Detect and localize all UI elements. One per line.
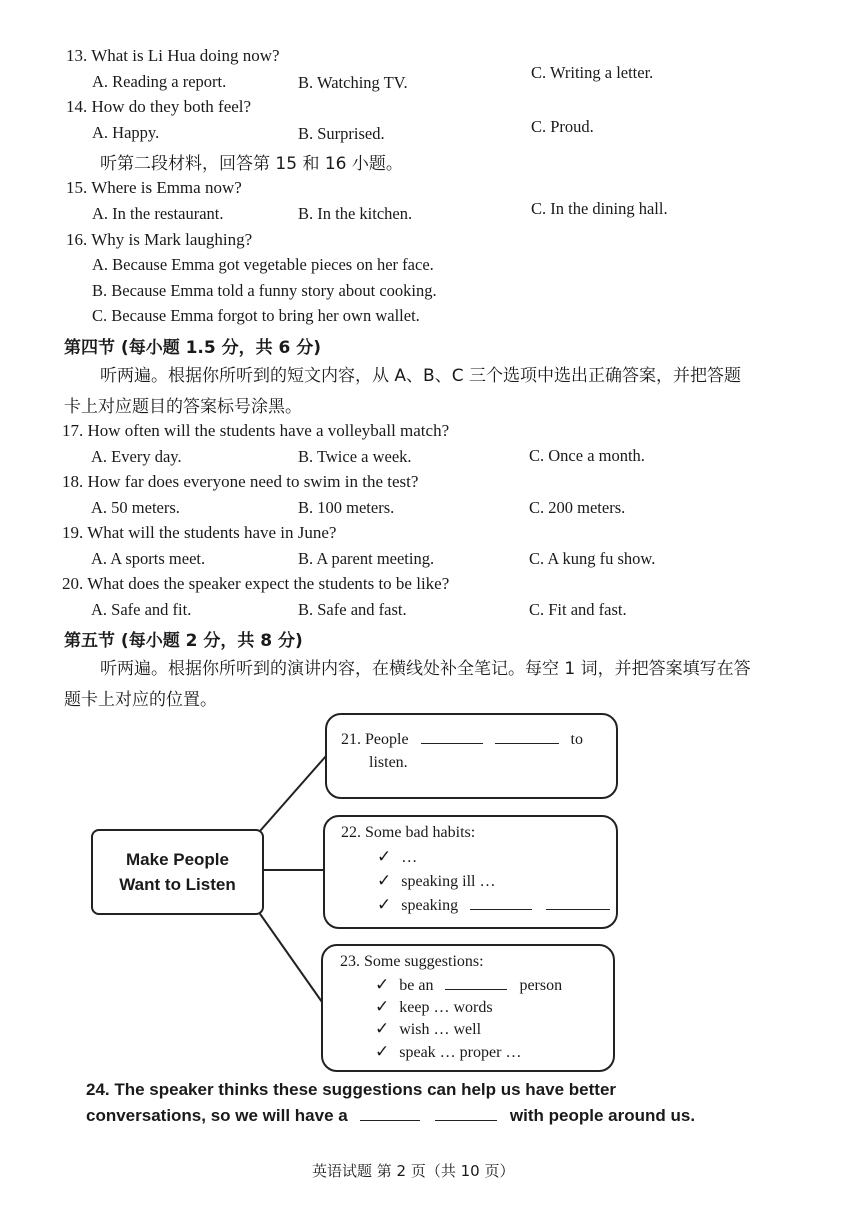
question-17-option-c: C. Once a month. xyxy=(529,446,645,465)
diagram-center-box xyxy=(91,829,264,915)
center-box-line2: Want to Listen xyxy=(119,875,236,894)
section-5-instruction-line1: 听两遍。根据你所听到的演讲内容，在横线处补全笔记。每空 1 词，并把答案填写在答 xyxy=(100,659,751,679)
diagram-box-22 xyxy=(323,815,618,929)
question-13-option-a: A. Reading a report. xyxy=(92,72,227,91)
section-5-title: 第五节 (每小题 2 分，共 8 分) xyxy=(64,631,303,651)
question-16-option-b: B. Because Emma told a funny story about cooking. xyxy=(92,281,437,300)
page-footer: 英语试题 第 2 页（共 10 页） xyxy=(312,1162,515,1180)
question-19-option-c: C. A kung fu show. xyxy=(529,549,656,568)
box-23-title: 23. Some suggestions: xyxy=(340,953,484,970)
blank-24a[interactable] xyxy=(360,1106,420,1121)
center-box-line1: Make People xyxy=(126,850,229,869)
box-23-item-1b: person xyxy=(519,977,563,994)
question-14-option-c: C. Proud. xyxy=(531,117,594,136)
question-18-option-b: B. 100 meters. xyxy=(298,498,395,517)
box-21-text-a: 21. People xyxy=(341,731,409,748)
diagram-box-21 xyxy=(325,713,618,799)
box-23-item-4: speak … proper … xyxy=(399,1044,522,1061)
question-17-option-b: B. Twice a week. xyxy=(298,447,412,466)
question-16-option-a: A. Because Emma got vegetable pieces on her face. xyxy=(92,255,434,274)
question-16-stem: 16. Why is Mark laughing? xyxy=(66,230,253,249)
question-18-stem: 18. How far does everyone need to swim in the test? xyxy=(62,472,419,491)
question-20-option-c: C. Fit and fast. xyxy=(529,600,627,619)
question-24-line2-b: with people around us. xyxy=(509,1106,696,1125)
section-5-instruction-line2: 题卡上对应的位置。 xyxy=(64,690,217,710)
blank-22b[interactable] xyxy=(546,895,610,910)
question-18-option-a: A. 50 meters. xyxy=(91,498,180,517)
section-4-title: 第四节 (每小题 1.5 分，共 6 分) xyxy=(64,338,322,358)
question-17-stem: 17. How often will the students have a volleyball match? xyxy=(62,421,450,440)
box-21-text-c: listen. xyxy=(369,754,408,771)
check-icon: ✓ xyxy=(375,997,390,1016)
check-icon: ✓ xyxy=(375,1042,390,1061)
question-24-line2 xyxy=(86,1106,695,1126)
box-23-item-3: wish … well xyxy=(399,1021,482,1038)
section-4-instruction-line1: 听两遍。根据你所听到的短文内容，从 A、B、C 三个选项中选出正确答案，并把答题 xyxy=(100,366,741,386)
question-20-option-a: A. Safe and fit. xyxy=(91,600,192,619)
question-16-option-c: C. Because Emma forgot to bring her own wallet. xyxy=(92,306,420,325)
question-13-option-c: C. Writing a letter. xyxy=(531,63,654,82)
blank-21b[interactable] xyxy=(495,729,559,744)
blank-22a[interactable] xyxy=(470,895,532,910)
check-icon: ✓ xyxy=(377,847,392,866)
question-15-option-b: B. In the kitchen. xyxy=(298,204,413,223)
question-18-option-c: C. 200 meters. xyxy=(529,498,626,517)
question-13-option-b: B. Watching TV. xyxy=(298,73,408,92)
question-20-option-b: B. Safe and fast. xyxy=(298,600,407,619)
instruction-2: 听第二段材料，回答第 15 和 16 小题。 xyxy=(100,154,403,174)
check-icon: ✓ xyxy=(375,1019,390,1038)
question-19-stem: 19. What will the students have in June? xyxy=(62,523,337,542)
blank-21a[interactable] xyxy=(421,729,483,744)
box-21-text-b: to xyxy=(570,731,583,748)
question-14-option-b: B. Surprised. xyxy=(298,124,385,143)
question-14-stem: 14. How do they both feel? xyxy=(66,97,252,116)
box-22-item-2: speaking ill … xyxy=(401,873,496,890)
box-22-item-3: speaking xyxy=(401,897,459,914)
box-23-item-2: keep … words xyxy=(399,999,493,1016)
question-15-option-a: A. In the restaurant. xyxy=(92,204,224,223)
diagram-box-23 xyxy=(321,944,615,1072)
section-4-instruction-line2: 卡上对应题目的答案标号涂黑。 xyxy=(64,397,302,417)
box-22-item-1: … xyxy=(401,849,418,866)
question-15-option-c: C. In the dining hall. xyxy=(531,199,668,218)
question-20-stem: 20. What does the speaker expect the students to be like? xyxy=(62,574,450,593)
question-14-option-a: A. Happy. xyxy=(92,123,160,142)
question-24-line1: 24. The speaker thinks these suggestions can help us have better xyxy=(86,1080,617,1099)
blank-24b[interactable] xyxy=(435,1106,497,1121)
question-17-option-a: A. Every day. xyxy=(91,447,182,466)
check-icon: ✓ xyxy=(375,975,390,994)
check-icon: ✓ xyxy=(377,895,392,914)
question-24-line2-a: conversations, so we will have a xyxy=(86,1106,348,1125)
question-15-stem: 15. Where is Emma now? xyxy=(66,178,242,197)
question-13-stem: 13. What is Li Hua doing now? xyxy=(66,46,280,65)
question-19-option-a: A. A sports meet. xyxy=(91,549,206,568)
question-19-option-b: B. A parent meeting. xyxy=(298,549,435,568)
box-22-title: 22. Some bad habits: xyxy=(341,824,476,841)
connector-line-21 xyxy=(260,756,326,831)
box-23-item-1a: be an xyxy=(399,977,434,994)
connector-line-23 xyxy=(258,911,322,1002)
blank-23[interactable] xyxy=(445,975,507,990)
check-icon: ✓ xyxy=(377,871,392,890)
